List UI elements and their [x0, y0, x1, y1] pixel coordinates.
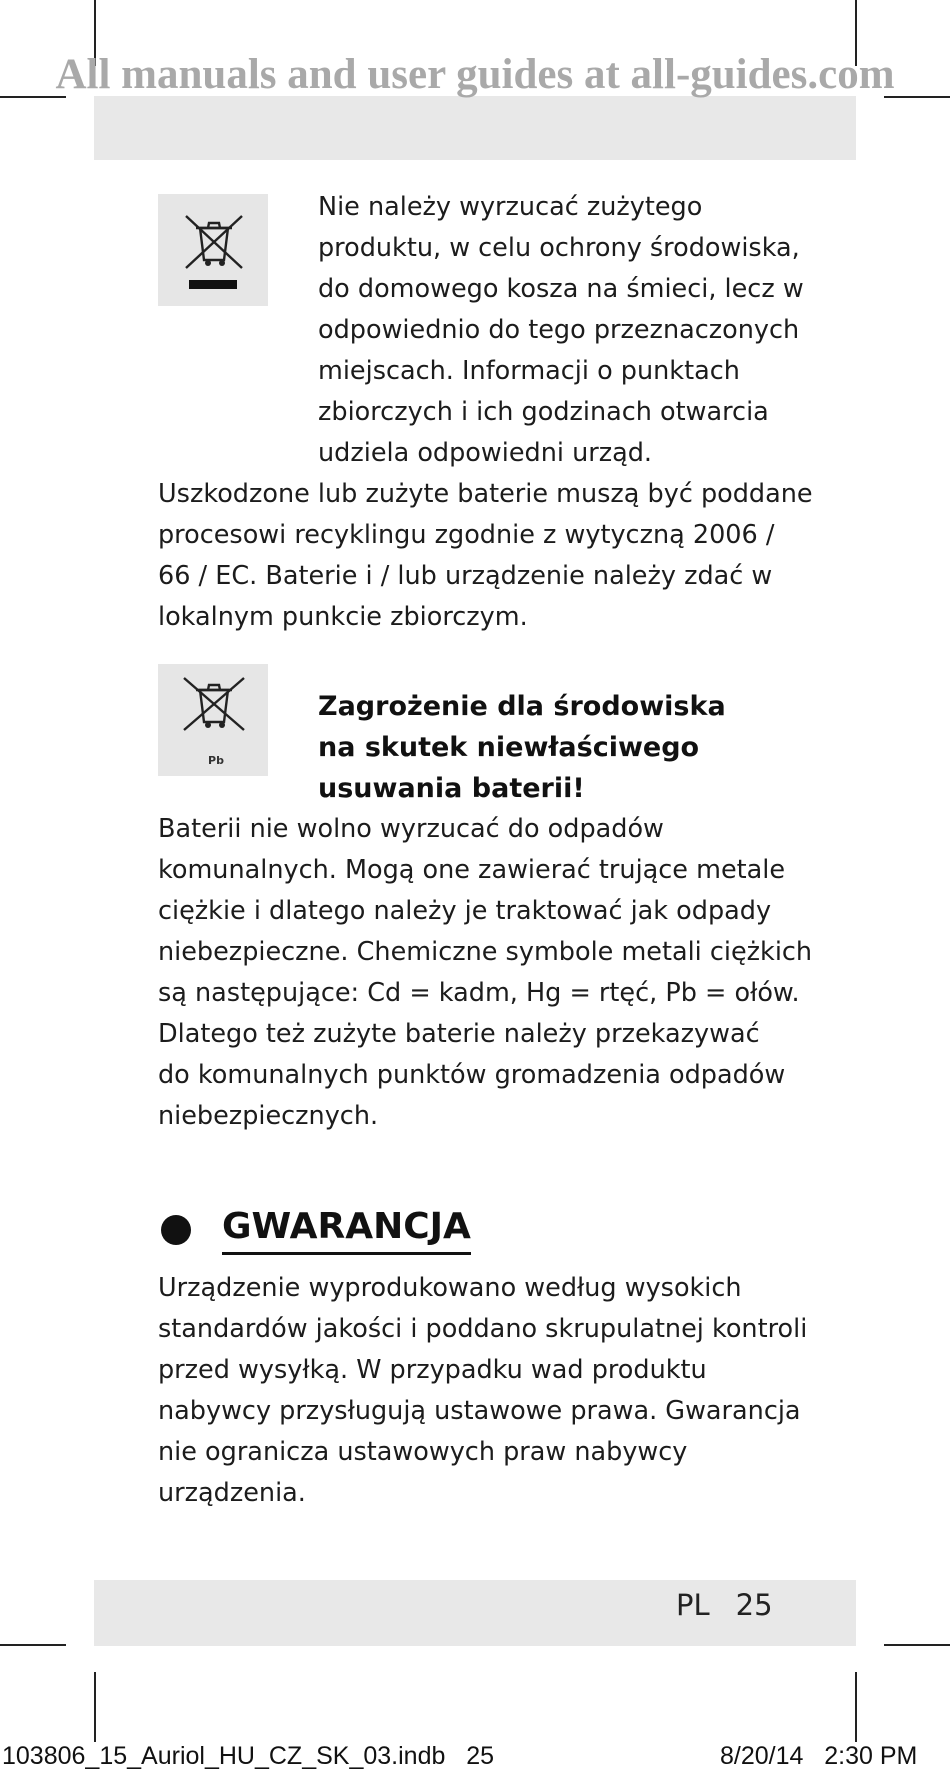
text-line: do komunalnych punktów gromadzenia odpadów [158, 1060, 786, 1090]
text-line: przed wysyłką. W przypadku wad produktu [158, 1355, 707, 1385]
text-line: komunalnych. Mogą one zawierać trujące metale [158, 855, 786, 885]
text-line: Dlatego też zużyte baterie należy przekazywać [158, 1019, 760, 1049]
pb-label: Pb [208, 754, 224, 767]
text-line: ciężkie i dlatego należy je traktować jak odpady [158, 896, 772, 926]
text-line: niebezpiecznych. [158, 1101, 379, 1131]
text-line: nabywcy przysługują ustawowe prawa. Gwarancja [158, 1396, 801, 1426]
text-line: nie ogranicza ustawowych praw nabywcy [158, 1437, 688, 1467]
warning-body [158, 809, 848, 1137]
text-line: lokalnym punkcie zbiorczym. [158, 602, 528, 632]
text-line: niebezpieczne. Chemiczne symbole metali ciężkich [158, 937, 813, 967]
disposal-paragraph [318, 187, 818, 474]
section-bullet-icon [161, 1215, 191, 1245]
weee-bin-icon [158, 194, 268, 306]
warning-title [318, 686, 798, 809]
text-line: odpowiednio do tego przeznaczonych [318, 315, 800, 345]
text-line: Urządzenie wyprodukowano według wysokich [158, 1273, 742, 1303]
warranty-heading: GWARANCJA [222, 1204, 471, 1255]
text-line: Baterii nie wolno wyrzucać do odpadów [158, 814, 664, 844]
crop-mark-bottom-right-h [884, 1644, 950, 1646]
page-number: 25 [735, 1588, 773, 1622]
crop-mark-bottom-right-v [855, 1672, 857, 1742]
text-line: Uszkodzone lub zużyte baterie muszą być poddane [158, 479, 813, 509]
battery-bin-pb-icon [158, 664, 268, 776]
text-line: Nie należy wyrzucać zużytego [318, 192, 703, 222]
battery-recycling-paragraph [158, 474, 838, 638]
file-slug: 103806_15_Auriol_HU_CZ_SK_03.indb 25 [2, 1742, 495, 1770]
page-tag [676, 1588, 773, 1622]
text-line: udziela odpowiedni urząd. [318, 438, 653, 468]
crop-mark-bottom-left-h [0, 1644, 66, 1646]
text-line: urządzenia. [158, 1478, 306, 1508]
warning-title-line: na skutek niewłaściwego [318, 732, 700, 763]
text-line: produktu, w celu ochrony środowiska, [318, 233, 800, 263]
watermark: All manuals and user guides at all-guides.com [55, 51, 895, 98]
language-code: PL [676, 1588, 710, 1622]
warning-title-line: Zagrożenie dla środowiska [318, 691, 726, 722]
warning-title-line: usuwania baterii! [318, 773, 585, 804]
text-line: 66 / EC. Baterie i / lub urządzenie należy zdać w [158, 561, 773, 591]
text-line: standardów jakości i poddano skrupulatnej kontroli [158, 1314, 808, 1344]
header-band [94, 96, 856, 160]
crop-mark-bottom-left-v [94, 1672, 96, 1742]
print-timestamp: 8/20/14 2:30 PM [720, 1742, 918, 1770]
text-line: są następujące: Cd = kadm, Hg = rtęć, Pb = ołów. [158, 978, 800, 1008]
text-line: procesowi recyklingu zgodnie z wytyczną 2006 / [158, 520, 775, 550]
text-line: zbiorczych i ich godzinach otwarcia [318, 397, 769, 427]
text-line: do domowego kosza na śmieci, lecz w [318, 274, 804, 304]
text-line: miejscach. Informacji o punktach [318, 356, 740, 386]
warranty-body [158, 1268, 848, 1514]
